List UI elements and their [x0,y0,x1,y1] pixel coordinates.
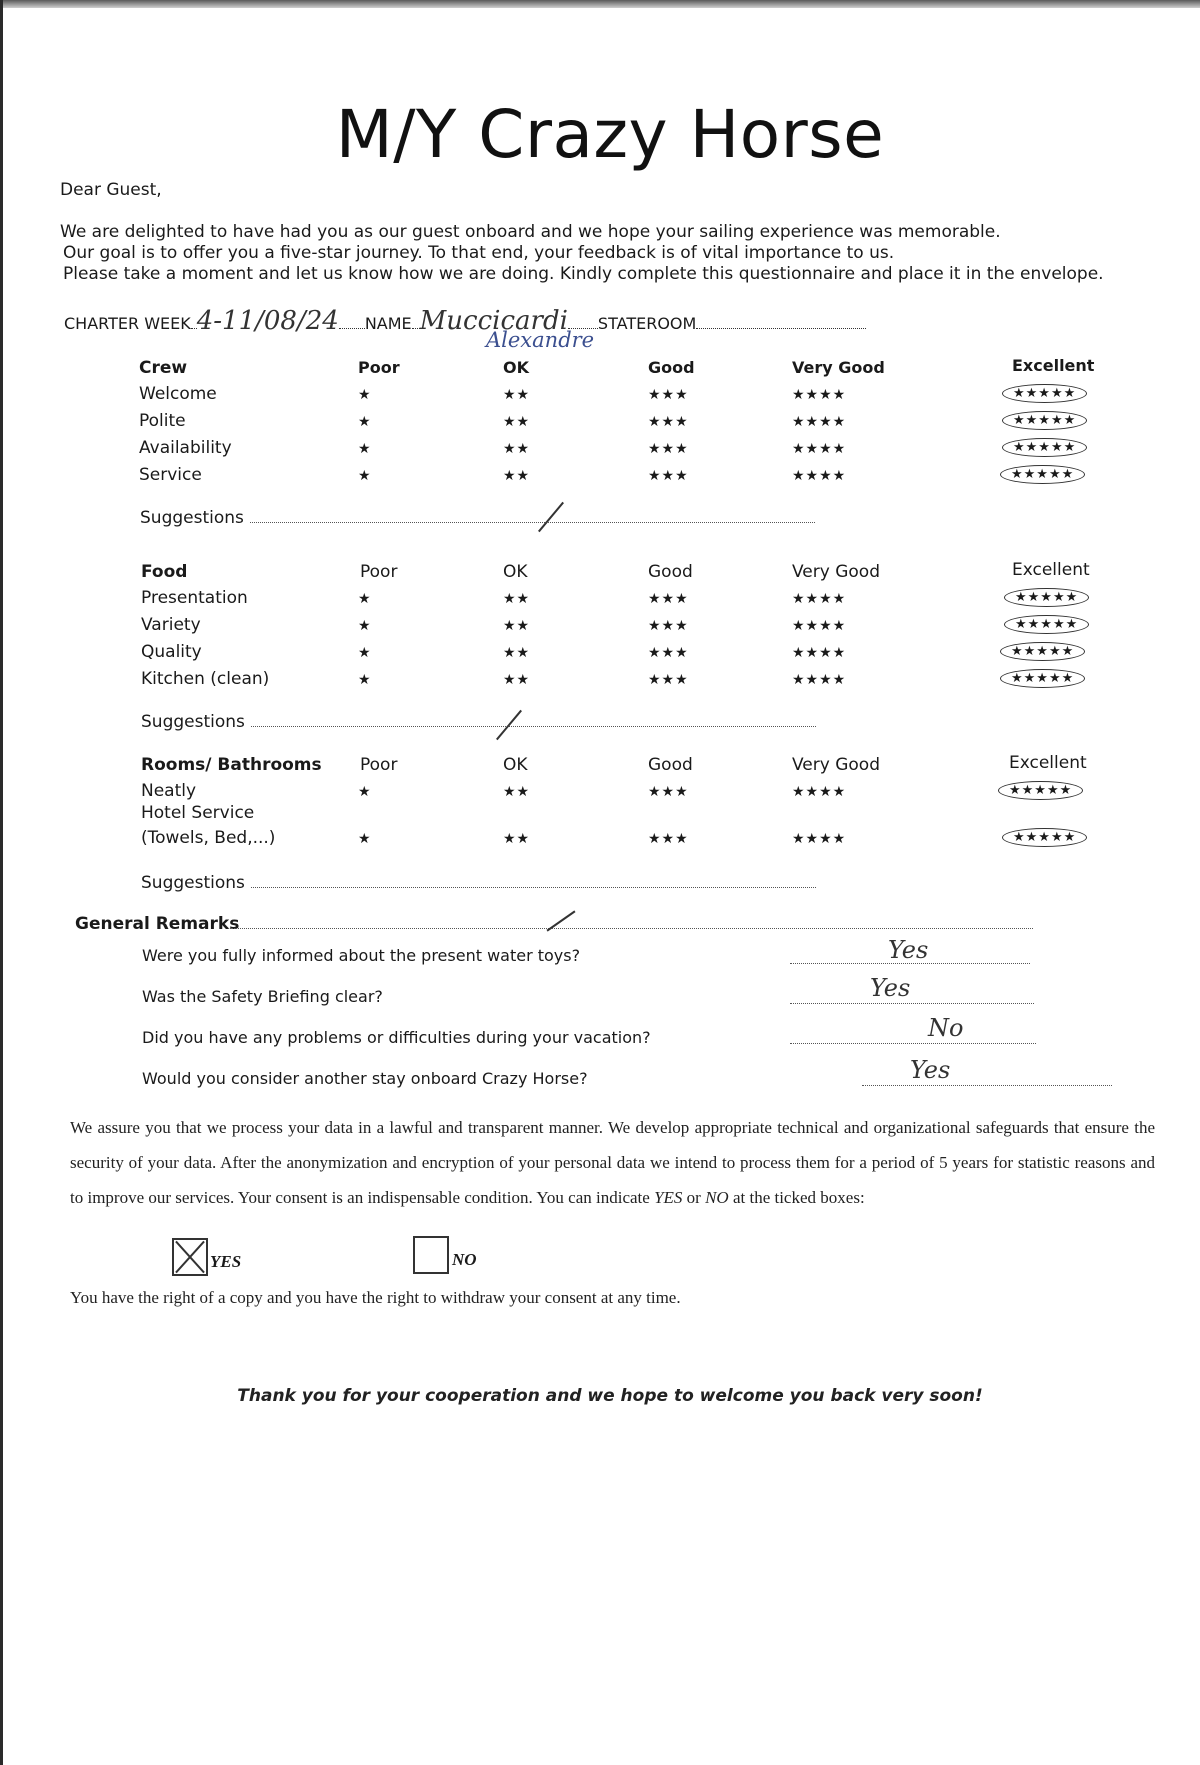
poor-header: Poor [360,562,398,582]
rating-row [0,465,1200,491]
rights-notice: You have the right of a copy and you have the right to withdraw your consent at any time. [70,1288,681,1307]
rating-option-excellent-selected[interactable]: ★★★★★ [1000,465,1085,484]
rating-option-good[interactable]: ★★★ [648,831,689,847]
rating-option-poor[interactable]: ★ [358,387,372,403]
rating-option-very-good[interactable]: ★★★★ [792,414,847,430]
row-label: Variety [141,615,201,635]
rating-option-ok[interactable]: ★★ [503,672,531,688]
very-good-header: Very Good [792,358,885,377]
rating-option-ok[interactable]: ★★ [503,387,531,403]
rating-option-excellent-selected[interactable]: ★★★★★ [1000,669,1085,688]
rooms-suggestions [141,873,245,893]
food-suggestions [141,712,245,732]
consent-no-checkbox[interactable] [413,1236,449,1274]
row-label: Polite [139,411,186,431]
rating-option-very-good[interactable]: ★★★★ [792,468,847,484]
excellent-header: Excellent [1012,560,1090,580]
intro-paragraph [60,222,1104,285]
rooms-title: Rooms/ Bathrooms [141,755,322,775]
charter-week-label: CHARTER WEEK [64,314,191,333]
suggestions-input[interactable] [250,522,815,523]
scan-left-edge [0,0,3,1765]
yes-word: YES [654,1188,683,1207]
rating-option-good[interactable]: ★★★ [648,591,689,607]
rating-option-ok[interactable]: ★★ [503,591,531,607]
excellent-header: Excellent [1009,753,1087,773]
rating-option-excellent-selected[interactable]: ★★★★★ [1000,642,1085,661]
document-title: M/Y Crazy Horse [335,96,885,173]
rating-option-poor[interactable]: ★ [358,591,372,607]
question-problems: Did you have any problems or difficulties during your vacation? [142,1028,651,1047]
rating-option-good[interactable]: ★★★ [648,387,689,403]
stateroom-label: STATEROOM [597,314,697,333]
thank-you-message: Thank you for your cooperation and we hope to welcome you back very soon! [237,1386,983,1406]
rating-row [0,384,1200,410]
rating-option-good[interactable]: ★★★ [648,672,689,688]
crew-header-row [0,358,1200,384]
rating-option-excellent-selected[interactable]: ★★★★★ [1004,615,1089,634]
no-word: NO [705,1188,729,1207]
rating-option-poor[interactable]: ★ [358,441,372,457]
food-header-row [0,562,1200,588]
rating-option-ok[interactable]: ★★ [503,784,531,800]
ok-header: OK [503,562,528,582]
rating-row-label [0,803,1200,829]
poor-header: Poor [360,755,398,775]
rating-option-very-good[interactable]: ★★★★ [792,672,847,688]
ok-header: OK [503,755,528,775]
suggestions-input[interactable] [251,887,816,888]
row-label: (Towels, Bed,...) [141,828,276,848]
rating-row [0,828,1200,854]
name-field[interactable]: Muccicardi [419,306,568,336]
row-label: Kitchen (clean) [141,669,270,689]
rating-option-excellent-selected[interactable]: ★★★★★ [998,781,1083,800]
rating-option-very-good[interactable]: ★★★★ [792,831,847,847]
charter-header [64,306,866,336]
greeting: Dear Guest, [60,180,162,200]
rating-option-ok[interactable]: ★★ [503,831,531,847]
consent-yes-label: YES [210,1252,242,1271]
rating-option-ok[interactable]: ★★ [503,468,531,484]
rating-option-good[interactable]: ★★★ [648,441,689,457]
rating-option-poor[interactable]: ★ [358,784,372,800]
rating-option-good[interactable]: ★★★ [648,618,689,634]
rating-option-poor[interactable]: ★ [358,672,372,688]
rating-row [0,615,1200,641]
crew-title: Crew [139,358,188,378]
rating-option-ok[interactable]: ★★ [503,618,531,634]
rating-option-excellent-selected[interactable]: ★★★★★ [1002,384,1087,403]
very-good-header: Very Good [792,755,880,775]
stateroom-field[interactable] [696,316,866,329]
rating-option-good[interactable]: ★★★ [648,468,689,484]
answer-another-stay[interactable]: Yes [862,1056,1112,1088]
rating-option-poor[interactable]: ★ [358,645,372,661]
intro-line: Our goal is to offer you a five-star journey. To that end, your feedback is of vital importance to us. [63,243,895,263]
poor-header: Poor [358,358,400,377]
row-label: Quality [141,642,202,662]
rating-option-good[interactable]: ★★★ [648,645,689,661]
food-title: Food [141,562,188,582]
rating-option-very-good[interactable]: ★★★★ [792,618,847,634]
name-field-second-line: Alexandre [486,328,595,352]
answer-safety-briefing[interactable]: Yes [790,974,1034,1006]
rating-option-excellent-selected[interactable]: ★★★★★ [1002,411,1087,430]
rating-row [0,588,1200,614]
rating-option-excellent-selected[interactable]: ★★★★★ [1002,438,1087,457]
question-another-stay: Would you consider another stay onboard Crazy Horse? [142,1069,588,1088]
very-good-header: Very Good [792,562,880,582]
rating-option-excellent-selected[interactable]: ★★★★★ [1002,828,1087,847]
rating-option-ok[interactable]: ★★ [503,441,531,457]
row-label: Availability [139,438,232,458]
rating-row [0,438,1200,464]
suggestions-input[interactable] [251,726,816,727]
rating-option-poor[interactable]: ★ [358,831,372,847]
rating-row [0,411,1200,437]
rating-option-very-good[interactable]: ★★★★ [792,784,847,800]
good-header: Good [648,562,693,582]
good-header: Good [648,358,695,377]
answer-problems[interactable]: No [790,1014,1036,1046]
name-label: NAME [364,314,412,333]
rating-row [0,642,1200,668]
row-label: Hotel Service [141,803,255,823]
intro-line: Please take a moment and let us know how we are doing. Kindly complete this questionnaire and place it in the envelope. [63,264,1104,284]
rating-option-excellent-selected[interactable]: ★★★★★ [1004,588,1089,607]
suggestions-label: Suggestions [141,873,245,893]
row-label: Welcome [139,384,217,404]
question-safety-briefing: Was the Safety Briefing clear? [142,987,383,1006]
suggestions-label: Suggestions [141,712,245,732]
row-label: Presentation [141,588,248,608]
good-header: Good [648,755,693,775]
handwritten-slash-mark [538,502,564,532]
rating-option-poor[interactable]: ★ [358,414,372,430]
general-remarks-input[interactable] [228,928,1033,929]
rating-option-ok[interactable]: ★★ [503,414,531,430]
general-remarks-title: General Remarks [75,914,240,934]
ok-header: OK [503,358,529,377]
rating-option-very-good[interactable]: ★★★★ [792,645,847,661]
rating-option-good[interactable]: ★★★ [648,414,689,430]
intro-line: We are delighted to have had you as our guest onboard and we hope your sailing experience was memorable. [60,222,1001,242]
rating-option-very-good[interactable]: ★★★★ [792,387,847,403]
rating-option-ok[interactable]: ★★ [503,645,531,661]
rating-option-good[interactable]: ★★★ [648,784,689,800]
rooms-header-row [0,755,1200,781]
row-label: Neatly [141,781,197,801]
consent-yes-checkbox[interactable] [172,1238,208,1276]
answer-water-toys[interactable]: Yes [790,936,1030,966]
question-water-toys: Were you fully informed about the present water toys? [142,946,581,965]
consent-no-label: NO [452,1250,477,1269]
charter-week-field[interactable]: 4-11/08/24 [196,306,339,336]
rating-option-very-good[interactable]: ★★★★ [792,441,847,457]
suggestions-label: Suggestions [140,508,244,528]
handwritten-slash-mark [496,710,522,740]
rating-row [0,669,1200,695]
row-label: Service [139,465,202,485]
crew-suggestions [140,508,244,528]
rating-option-poor[interactable]: ★ [358,468,372,484]
rating-option-very-good[interactable]: ★★★★ [792,591,847,607]
scan-top-edge [0,0,1200,8]
data-consent-paragraph: We assure you that we process your data in a lawful and transparent manner. We develop appropriate technical and organizational safeguards that ensure the security of your data. After the anonymization and encryption of your personal data we intend to process them for a period of 5 years for statistic reasons and to improve our services. Your consent is an indispensable condition. You can indicate YES or NO at the ticked boxes: [70,1118,1155,1207]
rating-option-poor[interactable]: ★ [358,618,372,634]
excellent-header: Excellent [1012,356,1095,375]
